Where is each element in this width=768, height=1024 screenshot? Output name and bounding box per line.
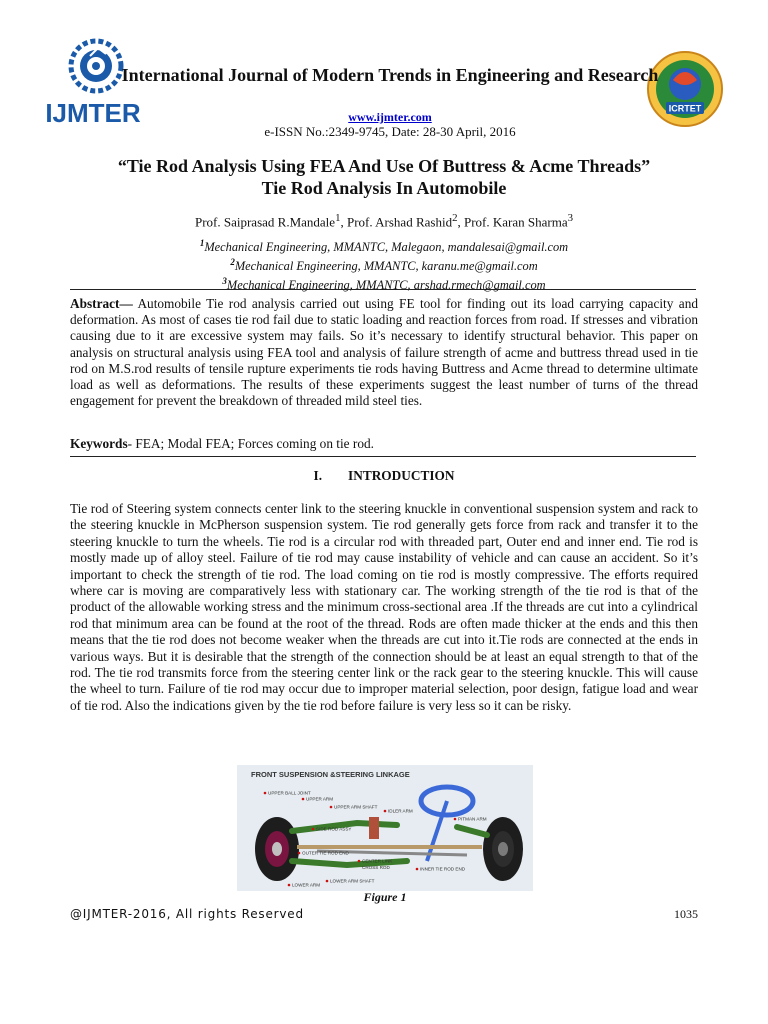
figure-label: CROSS ROD <box>362 865 390 870</box>
figure-label: UPPER ARM <box>306 796 334 802</box>
page-number: 1035 <box>674 907 698 921</box>
journal-title: International Journal of Modern Trends in Engineering and Research <box>121 65 659 85</box>
affiliation-sup: 1 <box>199 238 205 248</box>
affiliation-text: Mechanical Engineering, MMANTC, Malegaon, mandalesai@gmail.com <box>204 240 569 255</box>
figure-label: LOWER ARM SHAFT <box>330 878 375 884</box>
figure-shape <box>384 810 387 813</box>
author-sup: 1 <box>335 212 341 224</box>
figure-shape <box>416 868 419 871</box>
affiliation-line <box>40 274 728 293</box>
author-name: Prof. Arshad Rashid <box>346 214 453 230</box>
author-name: Prof. Saiprasad R.Mandale <box>194 214 336 230</box>
ijmter-logo-text: IJMTER <box>45 98 141 128</box>
figure-label: IDLER ARM <box>388 808 413 814</box>
author-separator: , <box>457 214 464 230</box>
author-sup: 2 <box>452 212 458 224</box>
section-number: I. <box>313 468 323 483</box>
right-wheel <box>483 817 523 881</box>
figure-shape <box>71 41 121 91</box>
figure-label: SIDE ROD ASSY <box>316 826 352 832</box>
figure-label: OUTER TIE ROD END <box>302 850 349 856</box>
author-name: Prof. Karan Sharma <box>464 214 568 230</box>
figure-heading: FRONT SUSPENSION &STEERING LINKAGE <box>251 770 410 779</box>
author-separator: , <box>340 214 347 230</box>
keywords-text: - FEA; Modal FEA; Forces coming on tie rod. <box>127 436 374 451</box>
author-list <box>40 212 728 230</box>
keywords-line <box>70 436 698 452</box>
left-wheel <box>255 817 299 881</box>
affiliation-text: Mechanical Engineering, MMANTC, arshad.rmech@gmail.com <box>226 278 546 293</box>
journal-issn-date: e-ISSN No.:2349-9745, Date: 28-30 April, 2016 <box>264 124 516 139</box>
figure-shape <box>454 818 457 821</box>
section-title: INTRODUCTION <box>348 468 455 483</box>
figure-label: UPPER ARM SHAFT <box>334 804 378 810</box>
figure-shape <box>298 852 301 855</box>
affiliation-line <box>40 255 728 274</box>
paper-title-line-1: “Tie Rod Analysis Using FEA And Use Of Buttress & Acme Threads” <box>117 156 651 176</box>
journal-url-link[interactable]: www.ijmter.com <box>348 110 432 124</box>
figure-shape <box>326 880 329 883</box>
figure-label: LOWER ARM <box>292 882 321 888</box>
divider-top <box>70 289 696 290</box>
abstract-text: Automobile Tie rod analysis carried out using FE tool for finding out its load carrying capacity and deformation. As most of cases tie rod fail due to static loading and reaction forces from road. If stresses and vibration causing due to it are excessive system may fails. So it’s necessary to identify structural behavior. This paper on analysis on structural analysis using FEA tool and analysis of failure strength of acme and buttress thread used in tie rod on M.S.rod results of tensile rupture experiments tie rods having Buttress and Acme thread to determine ultimate load as well as deformations. The results of these experiments suggest the least number of turns of the thread engagement for prevent the breakdown of threaded mild steel ties. <box>70 296 698 409</box>
abstract-label: Abstract <box>70 296 120 311</box>
figure-label: UPPER BALL JOINT <box>268 790 311 796</box>
icrtet-logo-text: ICRTET <box>668 103 702 114</box>
abstract-paragraph <box>70 296 698 409</box>
figure-shape <box>288 884 291 887</box>
figure-shape <box>272 842 282 856</box>
figure-label: CENTER LINK <box>362 858 393 864</box>
keywords-label: Keywords <box>70 436 128 451</box>
author-sup: 3 <box>567 212 574 224</box>
paper-title <box>40 155 728 199</box>
figure-caption: Figure 1 <box>363 890 407 904</box>
figure-shape <box>302 798 305 801</box>
divider-bottom <box>70 456 696 457</box>
affiliation-list <box>40 236 728 293</box>
affiliation-sup: 2 <box>230 257 235 268</box>
introduction-paragraph: Tie rod of Steering system connects center link to the steering knuckle in conventional suspension system and rack to the steering knuckle in McPherson suspension system. Tie rod generally gets force from rack and transfer it to the steering knuckle to turn the wheels. Tie rod is a circular rod with threaded part, Outer end and inner end. Tie rod is mostly made up of alloy steel. Failure of tie rod may cause instability of vehicle and can cause an accident. So it’s important to check the strength of tie rod. The load coming on tie rod is mostly compressive. The efforts required where car is moving are comparatively less with stationary car. The working strength of the tie rod is that of the product of the allowable working stress and the minimum cross-sectional area .If the threads are cut into a cylindrical rod that minimum area can be found at the root of the thread. Rods are often made thicker at the ends and this then means that the tie rod does not become weaker when the threads are cut into it.Tie rods are connected at the ends in various ways. But it is desirable that the strength of the connection should be at least an equal strength to that of the rod. The tie rod transmits force from the steering center link or the rack gear to the steering knuckle. This will cause the wheel to turn. Failure of tie rod may occur due to improper material selection, poor design, fatigue load and wear of tie rod. Also the indications given by the tie rod before failure is very less so it can be risky. <box>70 501 698 713</box>
figure-shape <box>358 860 361 863</box>
figure-shape <box>369 817 379 839</box>
paper-title-line-2: Tie Rod Analysis In Automobile <box>261 178 507 198</box>
footer-copyright: @IJMTER-2016, All rights Reserved <box>70 907 304 921</box>
figure-label: PITMAN ARM <box>458 816 487 822</box>
figure-shape <box>330 806 333 809</box>
affiliation-sup: 3 <box>222 276 227 287</box>
figure-label: INNER TIE ROD END <box>420 866 466 872</box>
figure-shape <box>498 842 508 856</box>
affiliation-line <box>40 236 728 255</box>
section-heading <box>70 468 698 484</box>
figure-shape <box>312 828 315 831</box>
affiliation-text: Mechanical Engineering, MMANTC, karanu.me@gmail.com <box>234 259 538 274</box>
figure-shape <box>264 792 267 795</box>
abstract-dash: — <box>119 296 133 311</box>
figure-suspension-steering-linkage <box>237 765 533 891</box>
figure-shape <box>92 62 100 70</box>
